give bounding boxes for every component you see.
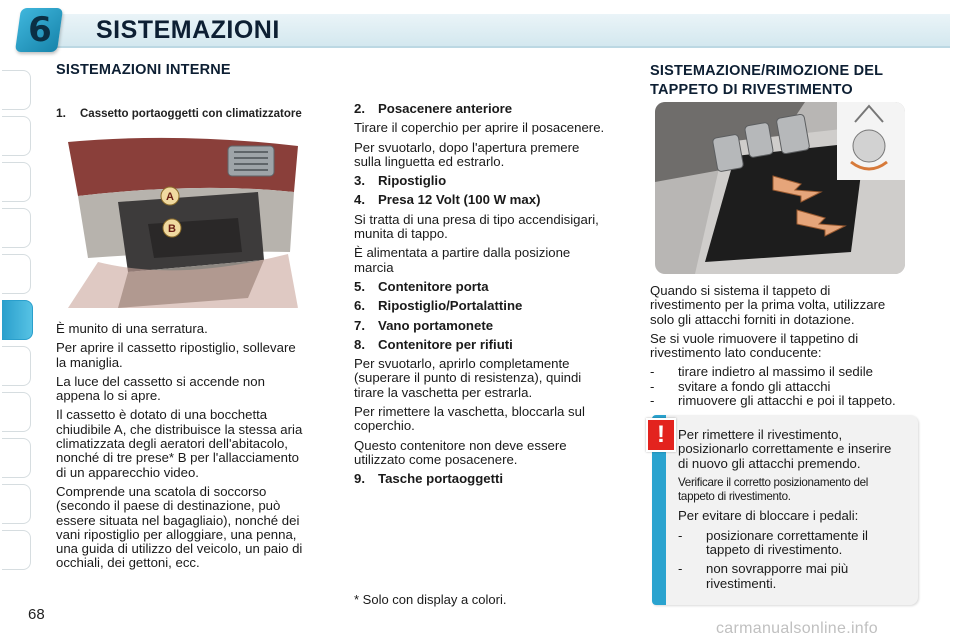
list-item: - svitare a fondo gli attacchi: [650, 380, 904, 394]
warning-paragraph: Verificare il corretto posizionamento del tappeto di rivestimento.: [678, 475, 869, 504]
item-heading: 7. Vano portamonete: [354, 317, 494, 333]
side-tab[interactable]: [2, 254, 31, 294]
list-item: - rimuovere gli attacchi e poi il tappeto.: [650, 394, 904, 408]
side-tab[interactable]: [2, 70, 31, 110]
item-heading: 3. Ripostiglio: [354, 173, 447, 189]
side-tab-active[interactable]: [2, 300, 33, 340]
figure-caption-number: 1.: [56, 106, 67, 120]
page-number: 68: [28, 606, 45, 623]
side-tab[interactable]: [2, 438, 31, 478]
photo-label-a: A: [166, 191, 174, 203]
paragraph: La luce del cassetto si accende non appena lo si apre.: [56, 373, 265, 404]
item-heading: 5. Contenitore porta: [354, 278, 489, 294]
header-underline: [40, 46, 950, 48]
paragraph: Questo contenitore non deve essere utilizzato come posacenere.: [354, 437, 567, 467]
paragraph: Tirare il coperchio per aprire il posacenere.: [354, 120, 605, 136]
figure-caption-text: Cassetto portaoggetti con climatizzatore: [80, 108, 302, 120]
paragraph: È munito di una serratura.: [56, 321, 208, 336]
item-heading: 8. Contenitore per rifiuti: [354, 336, 513, 352]
paragraph: È alimentata a partire dalla posizione marcia: [354, 245, 571, 275]
item-heading: 4. Presa 12 Volt (100 W max): [354, 192, 541, 208]
paragraph: Quando si sistema il tappeto di rivestimento per la prima volta, utilizzare solo gli attacchi forniti in dotazione.: [650, 283, 886, 327]
paragraph: Si tratta di una presa di tipo accendisigari, munita di tappo.: [354, 211, 599, 242]
floor-mat-photo: [655, 102, 905, 274]
section-title-right: SISTEMAZIONE/RIMOZIONE DEL TAPPETO DI RIVESTIMENTO: [650, 63, 884, 98]
side-tab[interactable]: [2, 392, 31, 432]
page-title: SISTEMAZIONI: [96, 16, 280, 44]
paragraph: Il cassetto è dotato di una bocchetta chiudibile A, che distribuisce la stessa aria climatizzata degli aeratori dell'abitacolo, nonché di tre prese* B per l'allacciamento di un apparecchio video.: [56, 407, 303, 480]
chapter-number: 6: [28, 10, 52, 50]
warning-paragraph: Per rimettere il rivestimento, posizionarlo correttamente e inserire di nuovo gli attacchi premendo.: [678, 427, 892, 471]
figure-caption: [56, 106, 302, 120]
item-heading: 2. Posacenere anteriore: [354, 101, 513, 116]
chapter-side-tabs: [0, 60, 34, 580]
item-heading: 9. Tasche portaoggetti: [354, 471, 504, 487]
side-tab[interactable]: [2, 346, 31, 386]
photo-label-b: B: [168, 223, 176, 235]
side-tab[interactable]: [2, 484, 31, 524]
side-tab[interactable]: [2, 530, 31, 570]
side-tab[interactable]: [2, 116, 31, 156]
section-title-left: SISTEMAZIONI INTERNE: [56, 62, 231, 78]
warning-text: [678, 428, 898, 591]
footnote: * Solo con display a colori.: [354, 592, 507, 607]
middle-text-column: [354, 102, 606, 492]
glovebox-photo: [58, 132, 306, 308]
paragraph: Se si vuole rimuovere il tappetino di rivestimento lato conducente:: [650, 330, 859, 361]
paragraph: Comprende una scatola di soccorso (secondo il paese di destinazione, può essere situata nel bagagliaio), nonché dei vani ripostiglio per alloggiare, una penna, una guida di utilizzo del veicolo, un paio di occhiali, dei gettoni, ecc.: [56, 483, 303, 571]
list-item: - tirare indietro al massimo il sedile: [650, 365, 904, 379]
watermark: carmanualsonline.info: [716, 620, 878, 637]
warning-paragraph: Per evitare di bloccare i pedali:: [678, 508, 859, 524]
warning-list-item: - posizionare correttamente il tappeto di rivestimento.: [678, 529, 898, 558]
left-text-column: [56, 322, 308, 576]
paragraph: Per svuotarlo, dopo l'apertura premere sulla linguetta ed estrarlo.: [354, 139, 580, 169]
side-tab[interactable]: [2, 162, 31, 202]
item-heading: 6. Ripostiglio/Portalattine: [354, 298, 523, 314]
paragraph: Per rimettere la vaschetta, bloccarla sul coperchio.: [354, 404, 585, 434]
warning-list-item: - non sovrapporre mai più rivestimenti.: [678, 562, 898, 591]
paragraph: Per aprire il cassetto ripostiglio, sollevare la maniglia.: [56, 340, 296, 370]
right-text-column: [650, 284, 904, 408]
warning-icon: !: [646, 418, 676, 452]
side-tab[interactable]: [2, 208, 31, 248]
paragraph: Per svuotarlo, aprirlo completamente (superare il punto di resistenza), quindi tirare la vaschetta per estrarla.: [354, 356, 582, 400]
